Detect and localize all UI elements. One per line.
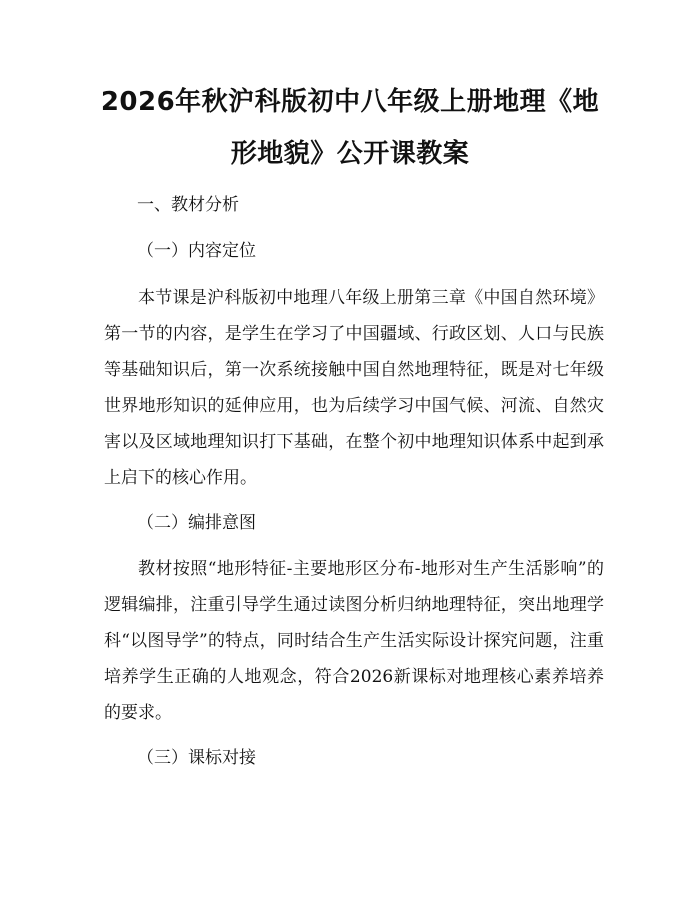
subsection-heading-curriculum-alignment: （三）课标对接 <box>137 748 256 768</box>
section-heading-textbook-analysis: 一、教材分析 <box>137 195 239 215</box>
paragraph-content-positioning: 本节课是沪科版初中地理八年级上册第三章《中国自然环境》第一节的内容，是学生在学习了中国疆域、行政区划、人口与民族等基础知识后，第一次系统接触中国自然地理特征，既是对七年级世界地形知识的延伸应用，也为后续学习中国气候、河流、自然灾害以及区域地理知识打下基础，在整个初中地理知识体系中起到承上启下的核心作用。 <box>104 288 604 488</box>
paragraph-arrangement-intent: 教材按照“地形特征-主要地形区分布-地形对生产生活影响”的逻辑编排，注重引导学生通过读图分析归纳地理特征，突出地理学科“以图导学”的特点，同时结合生产生活实际设计探究问题，注重培养学生正确的人地观念，符合2026新课标对地理核心素养培养的要求。 <box>104 559 604 723</box>
subsection-heading-arrangement-intent: （二）编排意图 <box>137 513 256 533</box>
subsection-heading-content-positioning: （一）内容定位 <box>137 241 256 261</box>
document-title: 2026年秋沪科版初中八年级上册地理《地形地貌》公开课教案 <box>100 87 600 169</box>
